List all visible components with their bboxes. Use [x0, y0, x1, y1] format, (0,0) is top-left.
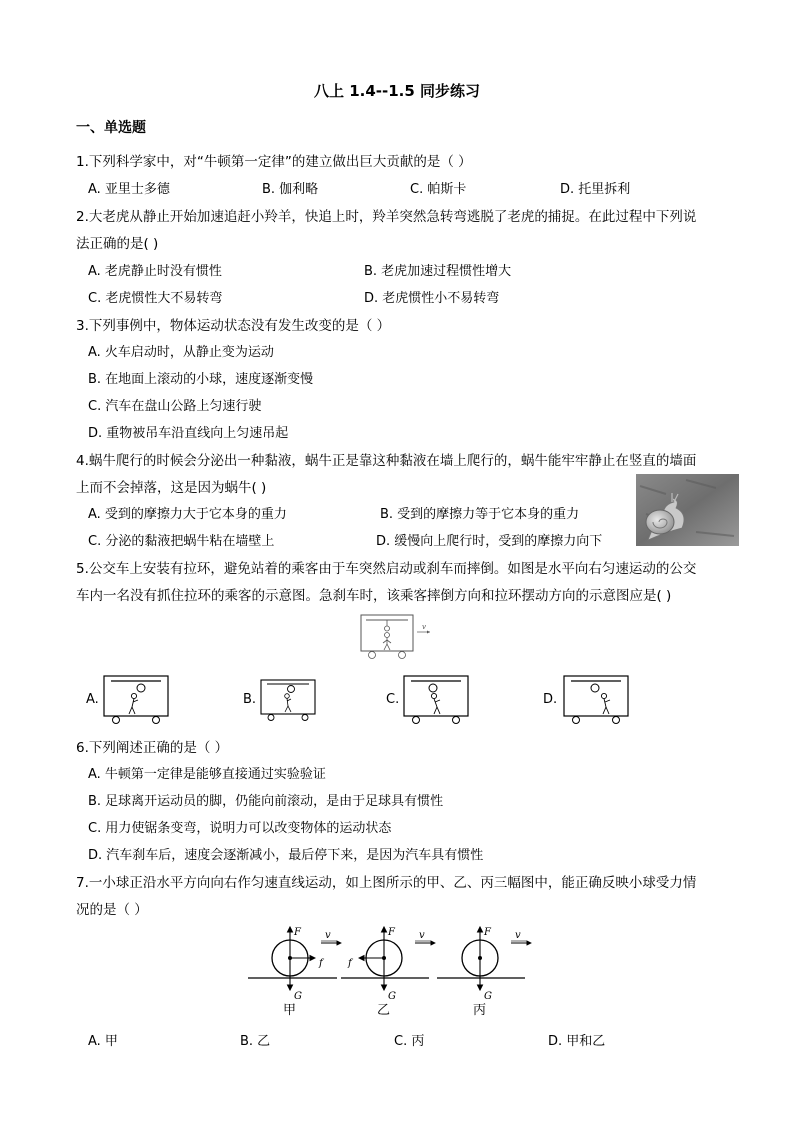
question-3-stem: 3.下列事例中，物体运动状态没有发生改变的是（ ） — [76, 318, 391, 334]
q7-option-d[interactable]: D. 甲和乙 — [548, 1034, 606, 1049]
bing-G-label: G — [484, 991, 492, 1002]
question-7-stem-line-2: 况的是（ ） — [76, 902, 148, 918]
q5-option-c[interactable]: C. — [386, 692, 400, 707]
page-title: 八上 1.4--1.5 同步练习 — [313, 82, 481, 100]
yi-v-label: v — [419, 930, 425, 941]
question-4-stem-line-1: 4.蜗牛爬行的时候会分泌出一种黏液，蜗牛正是靠这种黏液在墙上爬行的，蜗牛能牢牢静止在竖直的墙面 — [76, 453, 697, 469]
bing-label: 丙 — [473, 1003, 487, 1018]
q5-option-d[interactable]: D. — [543, 692, 558, 707]
question-7-stem-line-1: 7.一小球正沿水平方向向右作匀速直线运动，如上图所示的甲、乙、丙三幅图中，能正确反映小球受力情 — [76, 875, 697, 891]
q4-option-a[interactable]: A. 受到的摩擦力大于它本身的重力 — [88, 507, 287, 522]
question-5-stem-line-2: 车内一名没有抓住拉环的乘客的示意图。急刹车时，该乘客摔倒方向和拉环摆动方向的示意图应是( ) — [76, 588, 672, 604]
yi-f-label: f — [348, 958, 352, 969]
q7-option-a[interactable]: A. 甲 — [88, 1034, 118, 1049]
q6-option-b[interactable]: B. 足球离开运动员的脚，仍能向前滚动，是由于足球具有惯性 — [88, 794, 444, 809]
q5-option-b[interactable]: B. — [243, 692, 257, 707]
q5-option-d-figure[interactable] — [563, 674, 629, 724]
q5-option-b-figure[interactable] — [260, 678, 316, 722]
yi-label: 乙 — [377, 1003, 391, 1018]
q2-option-d[interactable]: D. 老虎惯性小不易转弯 — [364, 291, 500, 306]
q6-option-c[interactable]: C. 用力使锯条变弯，说明力可以改变物体的运动状态 — [88, 821, 392, 836]
question-4-stem-line-2: 上而不会掉落，这是因为蜗牛( ) — [76, 480, 267, 496]
question-2-stem-line-1: 2.大老虎从静止开始加速追赶小羚羊，快追上时，羚羊突然急转弯逃脱了老虎的捕捉。在此过程中下列说 — [76, 209, 697, 225]
jia-F-label: F — [294, 927, 301, 938]
bus-velocity-label — [422, 622, 432, 632]
q4-option-d[interactable]: D. 缓慢向上爬行时，受到的摩擦力向下 — [376, 534, 603, 549]
q3-option-a[interactable]: A. 火车启动时，从静止变为运动 — [88, 345, 274, 360]
section-heading: 一、单选题 — [76, 120, 146, 136]
q7-option-c[interactable]: C. 丙 — [394, 1034, 425, 1049]
q5-option-a[interactable]: A. — [86, 692, 99, 707]
q3-option-d[interactable]: D. 重物被吊车沿直线向上匀速吊起 — [88, 426, 289, 441]
bing-F-label: F — [484, 927, 491, 938]
question-1-stem: 1.下列科学家中，对“牛顿第一定律”的建立做出巨大贡献的是（ ） — [76, 154, 472, 170]
q5-option-c-figure[interactable] — [403, 674, 469, 724]
svg-text:v: v — [422, 623, 426, 631]
q5-option-a-figure[interactable] — [103, 674, 169, 724]
question-2-stem-line-2: 法正确的是( ) — [76, 236, 159, 252]
q1-option-b[interactable]: B. 伽利略 — [262, 182, 319, 197]
question-5-stem-line-1: 5.公交车上安装有拉环，避免站着的乘客由于车突然启动或刹车而摔倒。如图是水平向右匀速运动的公交 — [76, 561, 697, 577]
q1-option-c[interactable]: C. 帕斯卡 — [410, 182, 467, 197]
q1-option-d[interactable]: D. 托里拆利 — [560, 182, 631, 197]
question-6-stem: 6.下列阐述正确的是（ ） — [76, 740, 229, 756]
jia-label: 甲 — [283, 1003, 297, 1018]
q2-option-c[interactable]: C. 老虎惯性大不易转弯 — [88, 291, 223, 306]
q3-option-c[interactable]: C. 汽车在盘山公路上匀速行驶 — [88, 399, 262, 414]
jia-G-label: G — [294, 991, 302, 1002]
bing-v-label: v — [515, 930, 521, 941]
yi-G-label: G — [388, 991, 396, 1002]
yi-F-label: F — [388, 927, 395, 938]
q3-option-b[interactable]: B. 在地面上滚动的小球，速度逐渐变慢 — [88, 372, 314, 387]
jia-v-label: v — [325, 930, 331, 941]
q4-option-b[interactable]: B. 受到的摩擦力等于它本身的重力 — [380, 507, 580, 522]
q2-option-b[interactable]: B. 老虎加速过程惯性增大 — [364, 264, 512, 279]
bus-diagram-main — [360, 612, 432, 662]
q7-option-b[interactable]: B. 乙 — [240, 1034, 271, 1049]
q6-option-a[interactable]: A. 牛顿第一定律是能够直接通过实验验证 — [88, 767, 326, 782]
snail-photo — [636, 474, 739, 546]
q2-option-a[interactable]: A. 老虎静止时没有惯性 — [88, 264, 222, 279]
q1-option-a[interactable]: A. 亚里士多德 — [88, 182, 170, 197]
jia-f-label: f — [319, 958, 323, 969]
q6-option-d[interactable]: D. 汽车刹车后，速度会逐渐减小，最后停下来，是因为汽车具有惯性 — [88, 848, 484, 863]
q4-option-c[interactable]: C. 分泌的黏液把蜗牛粘在墙壁上 — [88, 534, 275, 549]
force-diagrams — [245, 922, 545, 1022]
